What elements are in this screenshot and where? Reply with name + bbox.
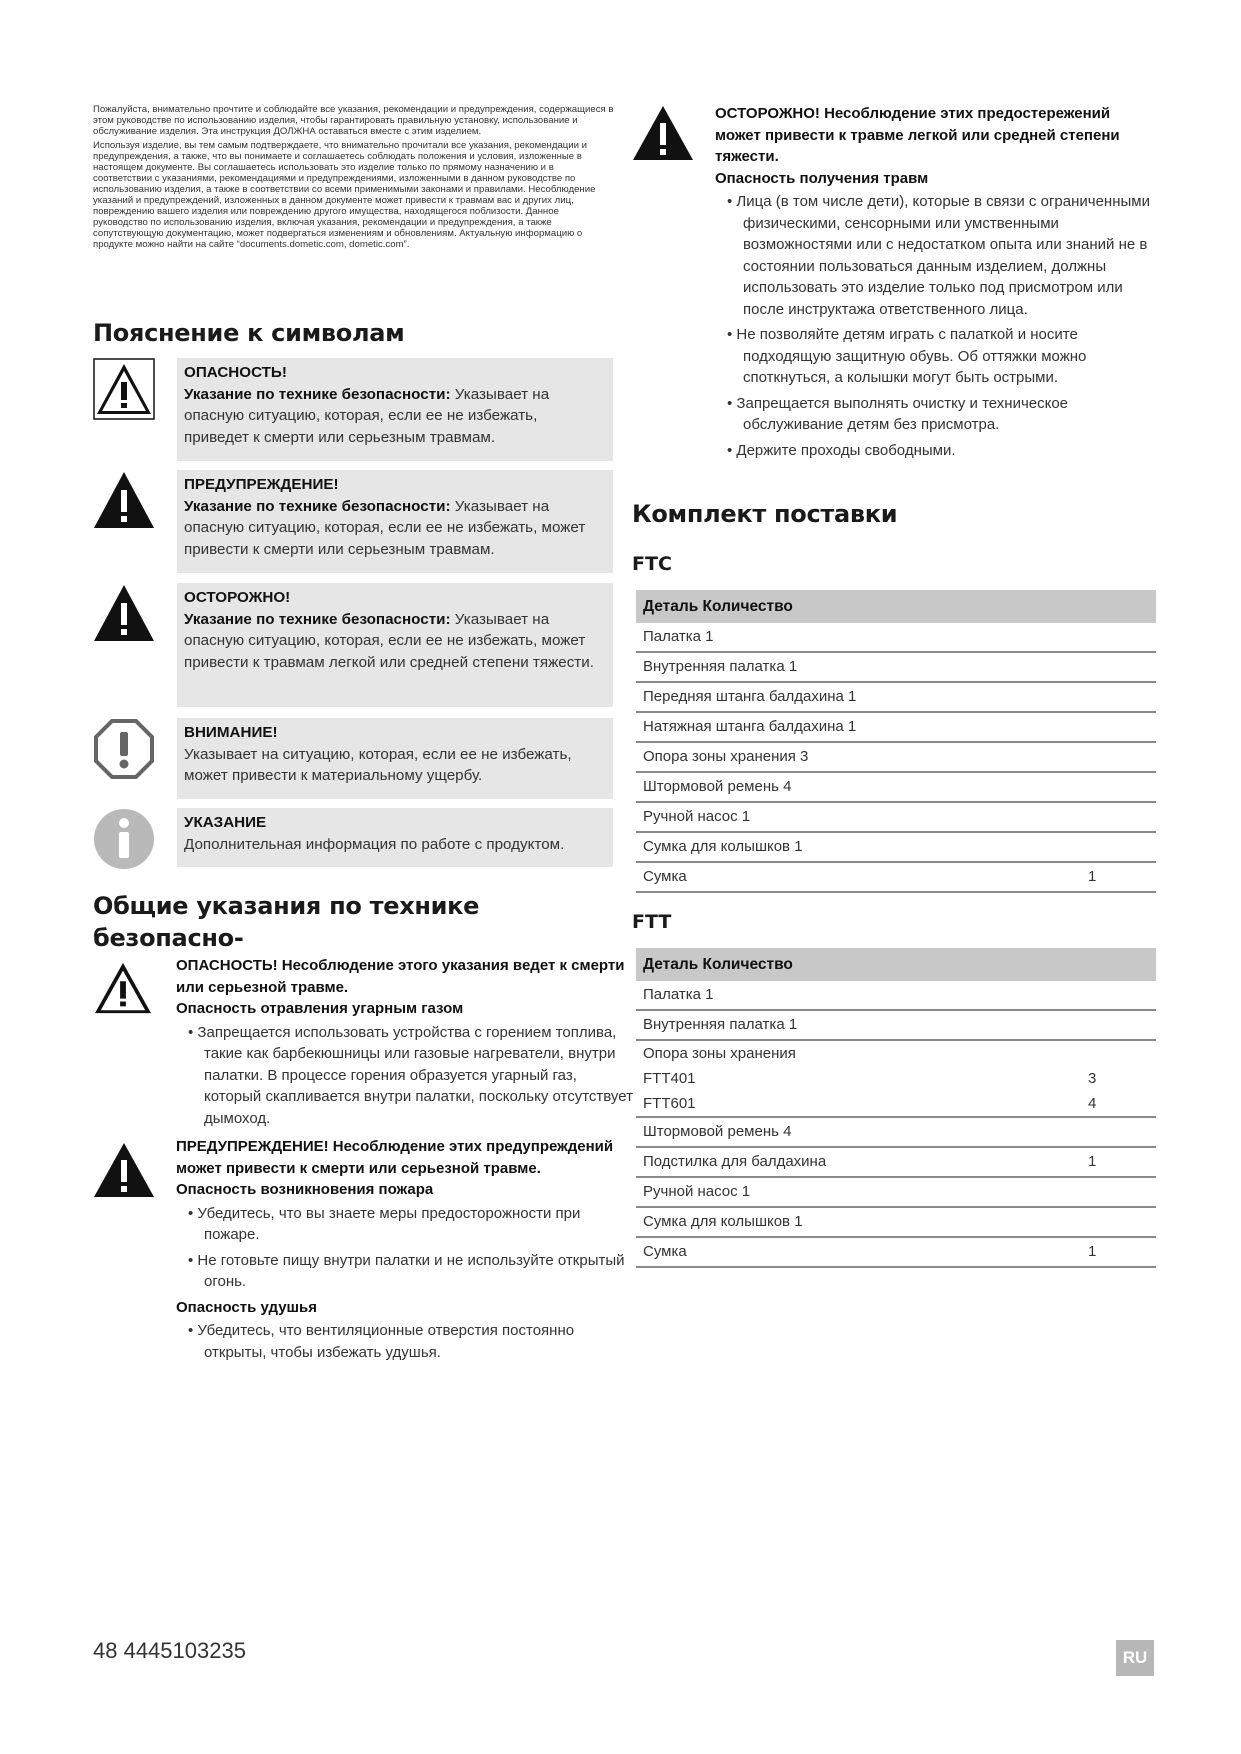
symbol-title: УКАЗАНИЕ	[184, 814, 267, 831]
cell-item: Штормовой ремень 4	[643, 778, 792, 795]
info-circle-icon	[93, 808, 155, 870]
symbol-text: Указывает на опасную ситуацию, которая, если ее не избежать, приведет к смерти или серьезным травмам.	[184, 385, 550, 446]
bullet-list	[715, 191, 1155, 461]
caution-triangle-icon	[93, 583, 155, 645]
cell-item: Опора зоны хранения	[643, 1045, 796, 1062]
symbol-text: Дополнительная информация по работе с продуктом.	[184, 835, 565, 853]
table-header: Деталь Количество	[636, 948, 1156, 981]
intro-text	[93, 104, 615, 253]
symbol-box	[177, 470, 613, 573]
cell-qty: 3	[1088, 1070, 1097, 1087]
cell-item: Палатка 1	[643, 628, 714, 645]
symbol-title: ОСТОРОЖНО!	[184, 589, 291, 606]
table-row	[636, 743, 1156, 773]
cell-item: Сумка для колышков 1	[643, 1213, 803, 1230]
bullet-list	[176, 1203, 636, 1293]
cell-item: Сумка для колышков 1	[643, 838, 803, 855]
danger-triangle-icon	[93, 358, 155, 420]
bullet-item: • Запрещается выполнять очистку и техническое обслуживание детям без присмотра.	[715, 393, 1155, 436]
cell-item: FTT601	[643, 1095, 696, 1112]
table-row	[636, 863, 1156, 893]
table-row	[636, 981, 1156, 1011]
cell-qty: 1	[1088, 1243, 1097, 1260]
cell-item: Ручной насос 1	[643, 1183, 751, 1200]
cell-item: Опора зоны хранения 3	[643, 748, 809, 765]
table-row	[636, 1066, 1156, 1091]
ftt-label: FTT	[632, 911, 672, 933]
notice-octagon-icon	[93, 718, 155, 780]
safety-warning-sub: Опасность возникновения пожара	[176, 1181, 434, 1198]
symbol-text: Указывает на опасную ситуацию, которая, если ее не избежать, может привести к смерти или серьезным травмам.	[184, 497, 586, 558]
safety-heading-line: Общие указания по технике безопасно-	[93, 892, 480, 952]
table-row	[636, 1208, 1156, 1238]
cell-item: Внутренняя палатка 1	[643, 1016, 798, 1033]
bullet-list	[176, 1320, 636, 1363]
cell-item: Сумка	[643, 868, 687, 885]
table-row	[636, 1041, 1156, 1066]
table-row	[636, 1148, 1156, 1178]
cell-item: Передняя штанга балдахина 1	[643, 688, 857, 705]
table-row	[636, 833, 1156, 863]
safety-caution-title: ОСТОРОЖНО! Несоблюдение этих предостережений может привести к травме легкой или средней степени тяжести.	[715, 105, 1120, 165]
safety-caution-block	[715, 103, 1155, 465]
table-header: Деталь Количество	[636, 590, 1156, 623]
page-number: 48 4445103235	[93, 1638, 246, 1663]
symbol-text: Указывает на опасную ситуацию, которая, если ее не избежать, может привести к травмам легкой или средней степени тяжести.	[184, 610, 594, 671]
table-row	[636, 623, 1156, 653]
table-row	[636, 683, 1156, 713]
cell-item: Ручной насос 1	[643, 808, 751, 825]
table-row	[636, 1178, 1156, 1208]
symbol-lead: Указание по технике безопасности:	[184, 610, 451, 628]
safety-danger-title: ОПАСНОСТЬ! Несоблюдение этого указания ведет к смерти или серьезной травме.	[176, 957, 625, 996]
bullet-item: • Лица (в том числе дети), которые в связи с ограниченными физическими, сенсорными или умственными возможностями или с недостатком опыта или знаний не в состоянии пользоваться данным изделием, должны использовать это изделие только под присмотром или после инструктажа ответственного лица.	[715, 191, 1155, 320]
danger-triangle-icon	[93, 960, 153, 1016]
bullet-item: • Запрещается использовать устройства с горением топлива, такие как барбекюшницы или газовые нагреватели, внутри палатки. В процессе горения образуется угарный газ, который скапливается внутри палатки, поскольку отсутствует дымоход.	[176, 1022, 636, 1130]
table-row	[636, 1091, 1156, 1116]
safety-danger-sub: Опасность отравления угарным газом	[176, 1000, 464, 1017]
cell-qty: 1	[1088, 868, 1097, 885]
symbol-box	[177, 718, 613, 799]
symbol-lead: Указание по технике безопасности:	[184, 497, 451, 515]
symbol-lead: Указание по технике безопасности:	[184, 385, 451, 403]
symbol-box	[177, 808, 613, 867]
warning-triangle-icon	[93, 470, 155, 532]
symbol-text: Указывает на ситуацию, которая, если ее не избежать, может привести к материальному ущербу.	[184, 745, 572, 784]
table-row	[636, 1238, 1156, 1268]
intro-paragraph: Пожалуйста, внимательно прочтите и соблюдайте все указания, рекомендации и предупреждения, содержащиеся в этом руководстве по использованию изделия, чтобы гарантировать правильную установку, использование и обслуживание изделия. Эта инструкция ДОЛЖНА оставаться вместе с этим изделием.	[93, 104, 614, 137]
symbol-title: ПРЕДУПРЕЖДЕНИЕ!	[184, 476, 339, 493]
symbol-title: ВНИМАНИЕ!	[184, 724, 278, 741]
cell-qty: 4	[1088, 1095, 1097, 1112]
caution-triangle-icon	[632, 104, 694, 162]
cell-item: Подстилка для балдахина	[643, 1153, 827, 1170]
table-row	[636, 1118, 1156, 1148]
table-row	[636, 803, 1156, 833]
cell-item: Внутренняя палатка 1	[643, 658, 798, 675]
bullet-item: • Убедитесь, что вентиляционные отверстия постоянно открыты, чтобы избежать удушья.	[176, 1320, 636, 1363]
table-row	[636, 713, 1156, 743]
ftt-table	[636, 948, 1156, 1268]
delivery-heading: Комплект поставки	[632, 500, 898, 528]
symbols-heading: Пояснение к символам	[93, 319, 405, 347]
symbol-title: ОПАСНОСТЬ!	[184, 364, 287, 381]
cell-item: Сумка	[643, 1243, 687, 1260]
cell-item: Штормовой ремень 4	[643, 1123, 792, 1140]
cell-item: Палатка 1	[643, 986, 714, 1003]
bullet-list	[176, 1022, 636, 1130]
ftc-table	[636, 590, 1156, 893]
warning-triangle-icon	[93, 1141, 155, 1199]
ftc-label: FTC	[632, 553, 672, 575]
table-row-group	[636, 1041, 1156, 1118]
table-row	[636, 653, 1156, 683]
symbol-box	[177, 358, 613, 461]
language-badge: RU	[1116, 1640, 1154, 1676]
table-row	[636, 773, 1156, 803]
safety-danger-block	[176, 955, 636, 1133]
safety-warning-sub: Опасность удушья	[176, 1298, 318, 1316]
bullet-item: • Убедитесь, что вы знаете меры предосторожности при пожаре.	[176, 1203, 636, 1246]
safety-warning-block	[176, 1136, 636, 1367]
intro-paragraph: Используя изделие, вы тем самым подтверждаете, что внимательно прочитали все указания, рекомендации и предупреждения, а также, что вы понимаете и соглашаетесь соблюдать положения и условия, изложенные в настоящем документе. Вы соглашаетесь использовать это изделие только по прямому назначению и в соответствии с указаниями, рекомендациями и предупреждениями, изложенными в данном руководстве по использованию изделия, а также в соответствии со всеми применимыми законами и правилами. Несоблюдение указаний и предупреждений, изложенных в данном документе может привести к травмам вас и других лиц, повреждению вашего изделия или повреждению другого имущества, находящегося поблизости. Данное руководство по использованию изделия, включая указания, рекомендации и предупреждения, а также сопутствующую документацию, может подвергаться изменениям и обновлениям. Актуальную информацию о продукте можно найти на сайте “documents.dometic.com, dometic.com”.	[93, 140, 596, 250]
cell-item: FTT401	[643, 1070, 696, 1087]
symbol-box	[177, 583, 613, 707]
safety-warning-title: ПРЕДУПРЕЖДЕНИЕ! Несоблюдение этих предупреждений может привести к смерти или серьезной травме.	[176, 1138, 614, 1177]
safety-caution-sub: Опасность получения травм	[715, 169, 929, 187]
bullet-item: • Держите проходы свободными.	[715, 440, 1155, 462]
cell-item: Натяжная штанга балдахина 1	[643, 718, 857, 735]
bullet-item: • Не готовьте пищу внутри палатки и не используйте открытый огонь.	[176, 1250, 636, 1293]
table-row	[636, 1011, 1156, 1041]
cell-qty: 1	[1088, 1153, 1097, 1170]
bullet-item: • Не позволяйте детям играть с палаткой и носите подходящую защитную обувь. Об оттяжки можно споткнуться, а колышки могут быть острыми.	[715, 324, 1155, 389]
